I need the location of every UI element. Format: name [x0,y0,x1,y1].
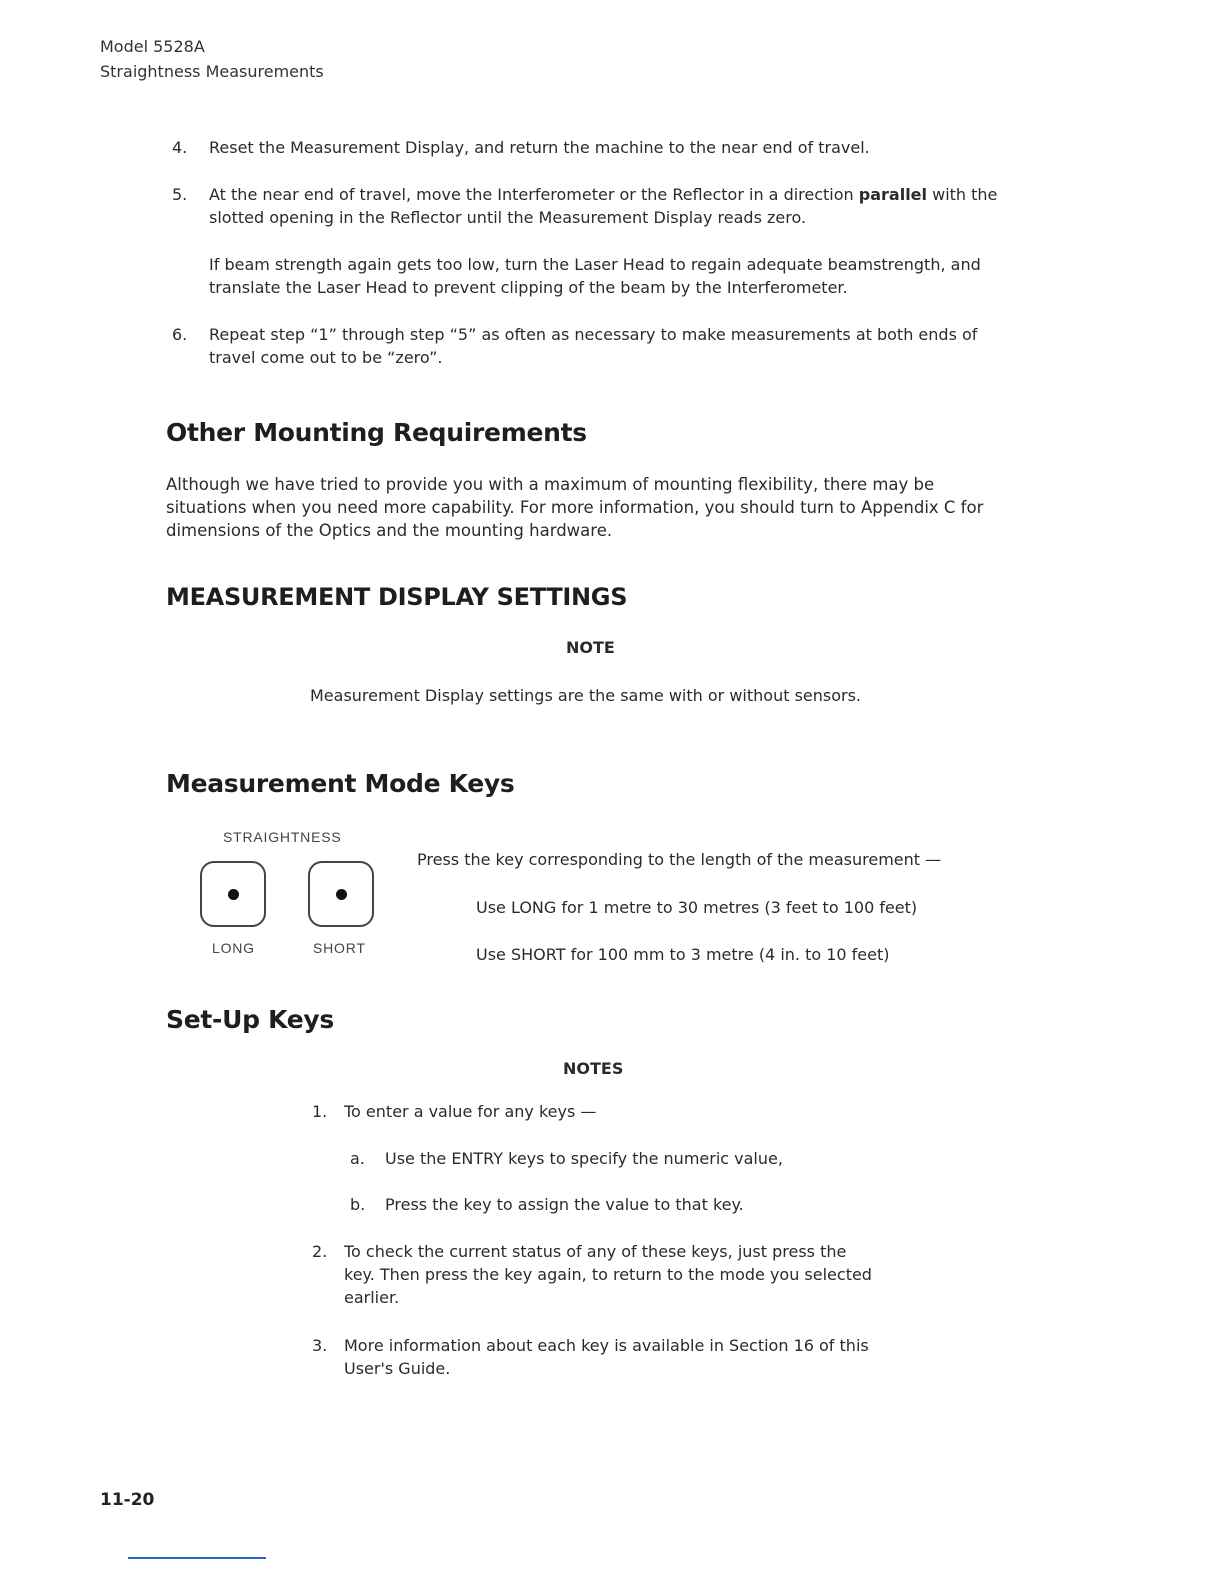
key-led-dot [228,889,239,900]
straightness-label: STRAIGHTNESS [223,829,342,845]
long-key[interactable] [200,861,266,927]
long-key-label: LONG [212,940,255,956]
step-4 [172,136,1022,159]
note-2-text: To check the current status of any of these keys, just press the key. Then press the key again, to return to the mode you selected earlier. [344,1242,872,1307]
note-text: Measurement Display settings are the same with or without sensors. [310,686,862,705]
note-heading: NOTE [566,638,615,657]
page-number: 11-20 [100,1490,155,1510]
heading-setup-keys: Set-Up Keys [166,1005,334,1034]
note-b-text: Press the key to assign the value to that key. [385,1195,744,1214]
other-mounting-text: Although we have tried to provide you with a maximum of mounting flexibility, there may be situations when you need more capability. For more information, you should turn to Appendix C for dimensions of the Optics and the mounting hardware. [166,475,984,540]
mode-intro: Press the key corresponding to the length of the measurement — [417,850,942,869]
note-1-text: To enter a value for any keys — [344,1102,597,1121]
note-3-number: 3. [312,1336,328,1355]
note-1-number: 1. [312,1102,328,1121]
step-text-after: with the slotted opening in the Reflector until the Measurement Display reads zero. [209,185,998,227]
step-number: 5. [172,185,188,204]
short-key-label: SHORT [313,940,366,956]
heading-mode-keys: Measurement Mode Keys [166,769,515,798]
header-section: Straightness Measurements [100,62,324,81]
note-b-letter: b. [350,1195,366,1214]
note-a-letter: a. [350,1149,365,1168]
step-6 [172,323,1022,369]
heading-display-settings: MEASUREMENT DISPLAY SETTINGS [166,583,628,611]
short-key[interactable] [308,861,374,927]
notes-heading: NOTES [563,1059,624,1078]
step-text: Repeat step “1” through step “5” as often as necessary to make measurements at both ends of travel come out to be “zero”. [209,325,978,367]
step-5-paragraph: If beam strength again gets too low, turn the Laser Head to regain adequate beamstrength, and translate the Laser Head to prevent clipping of the beam by the Interferometer. [209,255,981,297]
step-number: 4. [172,138,188,157]
bottom-rule [128,1557,266,1559]
step-number: 6. [172,325,188,344]
mode-long-text: Use LONG for 1 metre to 30 metres (3 feet to 100 feet) [476,898,918,917]
step-5 [172,183,1022,229]
key-led-dot [336,889,347,900]
step-text [209,183,1022,229]
mode-short-text: Use SHORT for 100 mm to 3 metre (4 in. to 10 feet) [476,945,890,964]
step-text: Reset the Measurement Display, and return the machine to the near end of travel. [209,138,870,157]
note-3-text: More information about each key is available in Section 16 of this User's Guide. [344,1336,869,1378]
heading-other-mounting: Other Mounting Requirements [166,418,587,447]
note-2-number: 2. [312,1242,328,1261]
step-text-bold: parallel [858,185,928,204]
step-text-before: At the near end of travel, move the Interferometer or the Reflector in a direction [209,185,859,204]
header-model: Model 5528A [100,37,205,56]
note-a-text: Use the ENTRY keys to specify the numeric value, [385,1149,783,1168]
